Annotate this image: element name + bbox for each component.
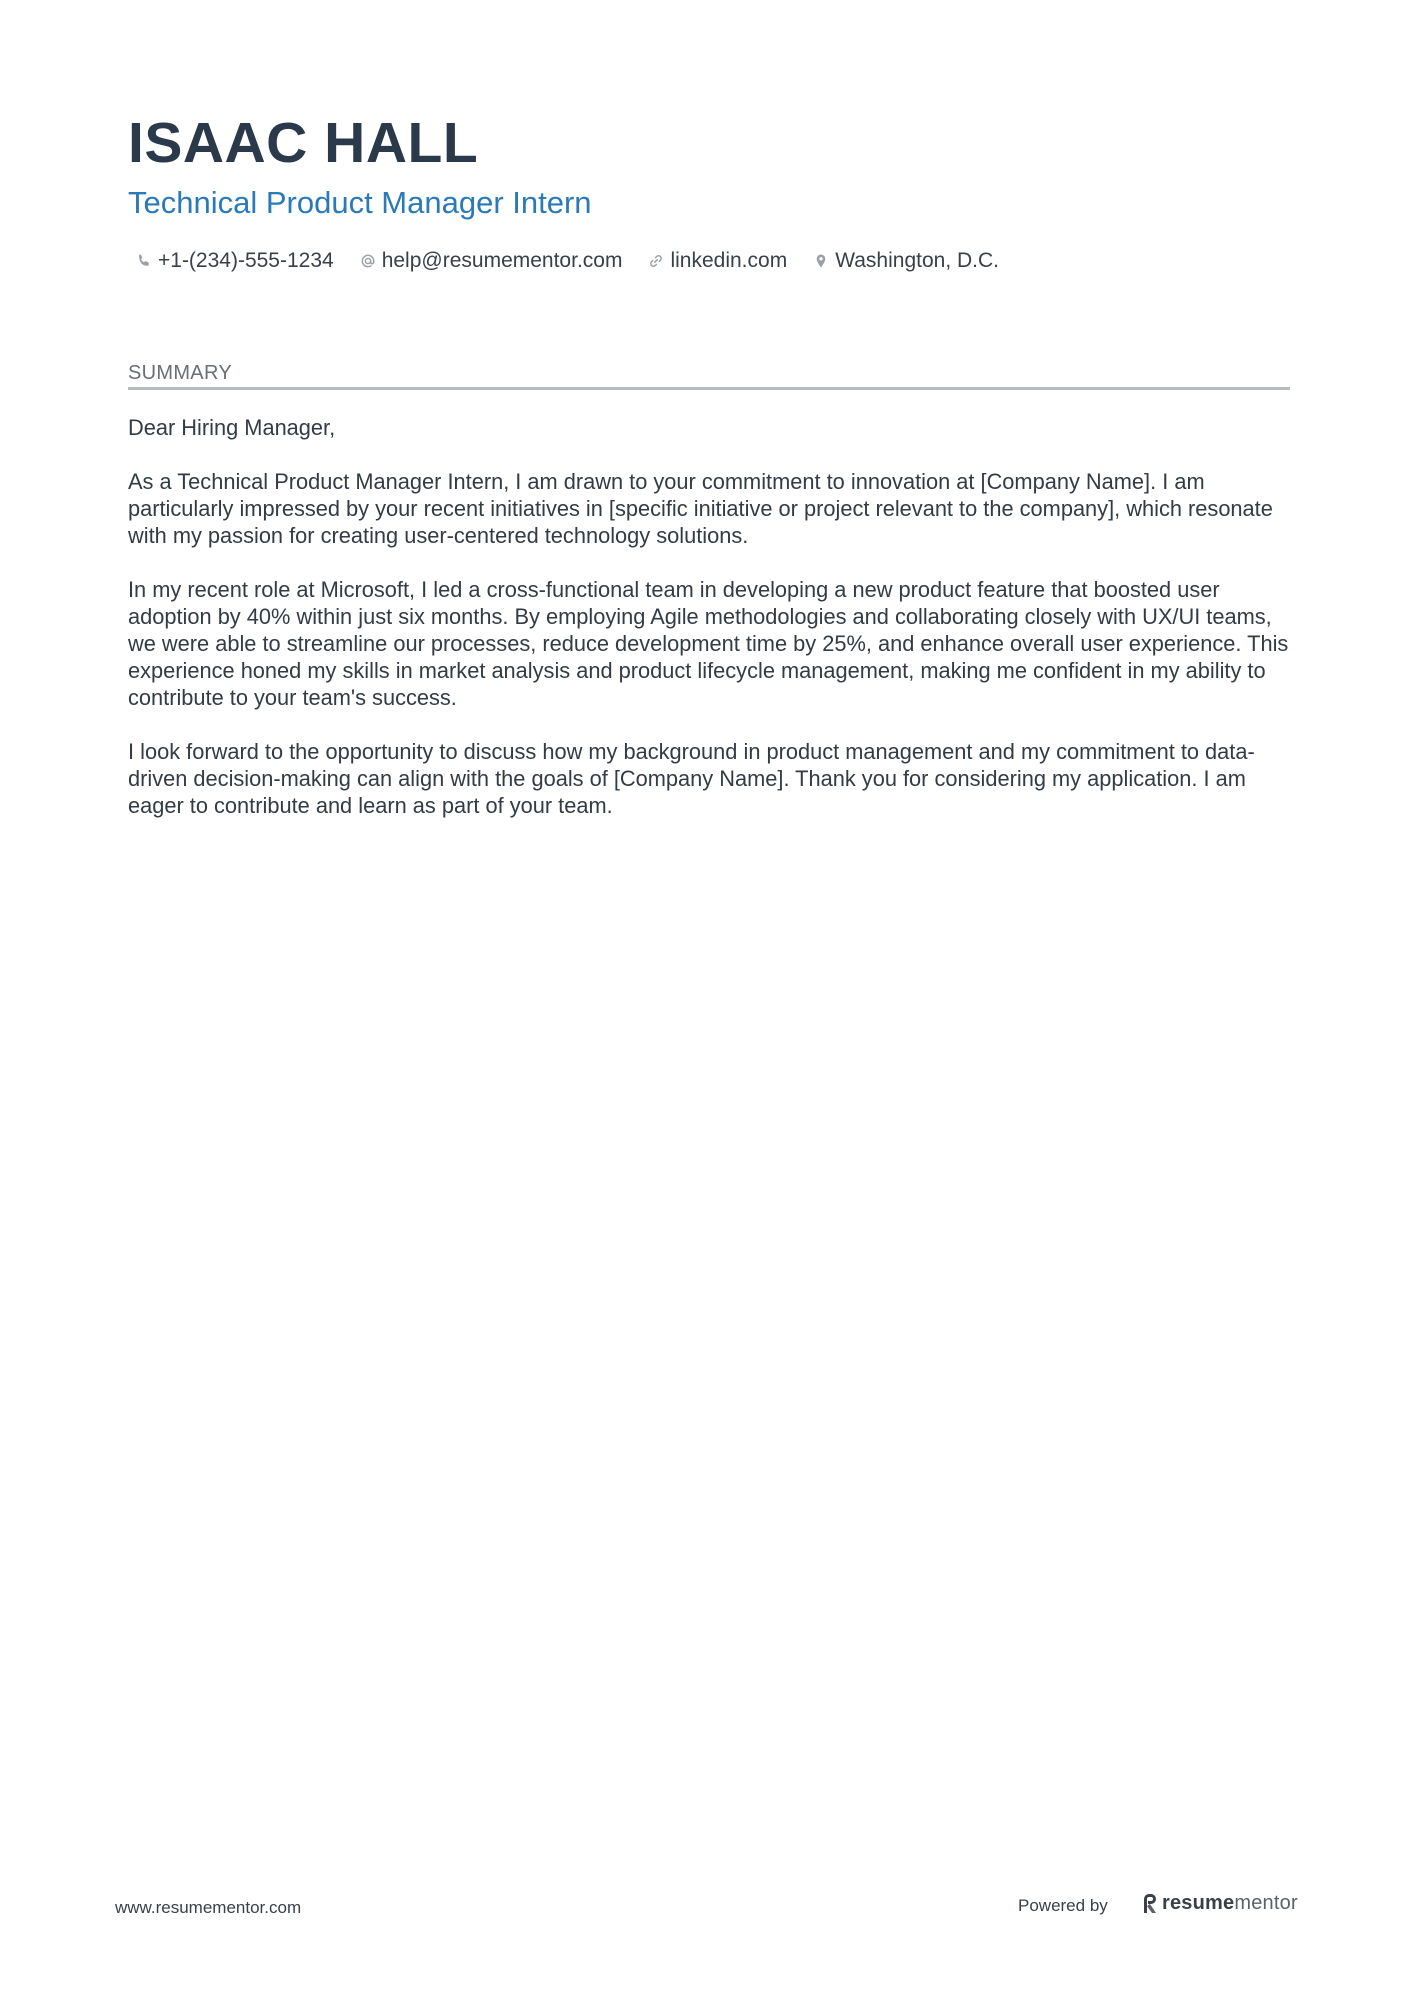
phone-icon — [136, 253, 152, 269]
link-icon — [648, 253, 664, 269]
contact-phone — [136, 246, 334, 276]
email-text: help@resumementor.com — [381, 249, 623, 272]
footer-url[interactable]: www.resumementor.com — [115, 1898, 302, 1917]
at-icon — [360, 253, 376, 269]
resumementor-logo — [1142, 1892, 1298, 1915]
resumementor-logo-icon — [1142, 1893, 1158, 1915]
brand-name-light: mentor — [1234, 1892, 1298, 1914]
letter-paragraph-3: I look forward to the opportunity to discuss how my background in product management and my commitment to data-driven decision-making can align with the goals of [Company Name]. Thank you for considering my application. I am eager to contribute and learn as part of your team. — [128, 739, 1255, 818]
contact-linkedin — [648, 246, 787, 276]
contact-email — [360, 246, 623, 276]
linkedin-text: linkedin.com — [670, 249, 788, 272]
cover-letter-body — [128, 414, 1290, 846]
salutation: Dear Hiring Manager, — [128, 415, 336, 440]
page-footer — [0, 1890, 1410, 1930]
brand-name-bold: resume — [1162, 1892, 1235, 1914]
location-text: Washington, D.C. — [835, 249, 999, 272]
letter-paragraph-2: In my recent role at Microsoft, I led a cross-functional team in developing a new product feature that boosted user adoption by 40% within just six months. By employing Agile methodologies and collaborating closely with UX/UI teams, we were able to streamline our processes, reduce development time by 25%, and enhance overall user experience. This experience honed my skills in market analysis and product lifecycle management, making me confident in my ability to contribute to your team's success. — [128, 577, 1289, 710]
contact-location — [813, 246, 999, 276]
summary-heading: SUMMARY — [128, 360, 1290, 390]
letter-paragraph-1: As a Technical Product Manager Intern, I am drawn to your commitment to innovation at [Company Name]. I am particularly impressed by your recent initiatives in [specific initiative or project relevant to the company], which resonate with my passion for creating user-centered technology solutions. — [128, 469, 1273, 548]
powered-by-label: Powered by — [1018, 1896, 1108, 1915]
candidate-name: ISAAC HALL — [128, 111, 479, 175]
phone-text: +1-(234)-555-1234 — [158, 249, 334, 272]
location-pin-icon — [813, 253, 829, 269]
contact-bar — [136, 246, 1025, 276]
job-title: Technical Product Manager Intern — [128, 185, 592, 220]
